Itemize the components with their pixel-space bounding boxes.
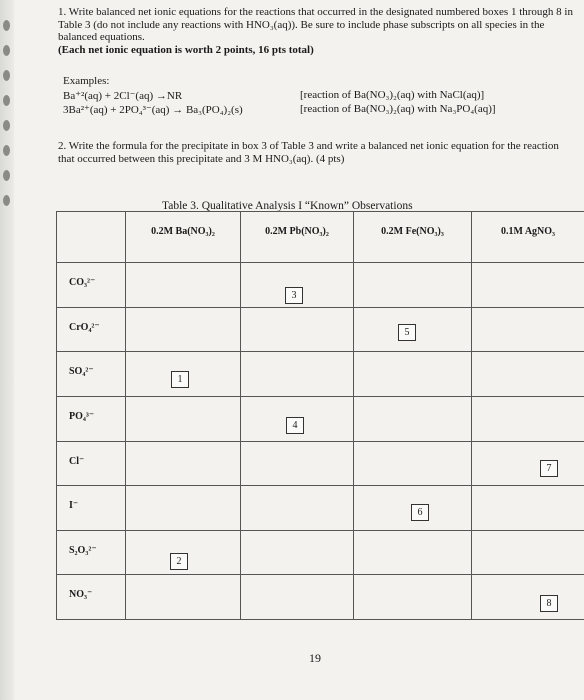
numbered-box: 2 [170, 553, 188, 570]
example-1-equation: Ba⁺²(aq) + 2Cl⁻(aq) →NR [63, 90, 183, 102]
numbered-box: 4 [286, 417, 304, 434]
table-row [57, 352, 584, 397]
column-header: 0.2M Ba(NO₃)₂ [126, 212, 241, 263]
table-row [57, 530, 584, 575]
table-cell [472, 263, 584, 308]
header-corner-cell [57, 212, 126, 263]
example-2-equation: 3Ba²⁺(aq) + 2PO₄³⁻(aq) → Ba₃(PO₄)₂(s) [63, 104, 243, 116]
table-cell [354, 396, 472, 441]
table-cell [126, 486, 241, 531]
table-cell [472, 530, 584, 575]
row-header: NO₃⁻ [57, 575, 126, 620]
table-cell [354, 486, 472, 531]
table-cell [241, 575, 354, 620]
row-header: CrO₄²⁻ [57, 307, 126, 352]
table-cell [472, 441, 584, 486]
question-1 [58, 6, 578, 56]
numbered-box: 1 [171, 371, 189, 388]
table-cell [126, 396, 241, 441]
table-cell [241, 530, 354, 575]
table-cell [126, 263, 241, 308]
table-cell [472, 575, 584, 620]
table-row [57, 307, 584, 352]
table-cell [472, 486, 584, 531]
table-cell [354, 352, 472, 397]
table-cell [354, 441, 472, 486]
table-cell [126, 575, 241, 620]
table-cell [241, 352, 354, 397]
table-cell [472, 307, 584, 352]
table-cell [241, 441, 354, 486]
question-2: 2. Write the formula for the precipitate in box 3 of Table 3 and write a balanced net ionic equation for the reaction that occurred between this precipitate and 3 M HNO₃(aq). (4 pts) [58, 140, 559, 165]
numbered-box: 3 [285, 287, 303, 304]
table-row [57, 486, 584, 531]
page-number: 19 [309, 651, 321, 665]
table-row [57, 396, 584, 441]
table-cell [354, 575, 472, 620]
example-2-note: [reaction of Ba(NO₃)₂(aq) with Na₃PO₄(aq)] [300, 103, 496, 115]
examples-label: Examples: [63, 75, 110, 87]
example-1-note: [reaction of Ba(NO₃)₂(aq) with NaCl(aq)] [300, 89, 485, 101]
numbered-box: 5 [398, 324, 416, 341]
row-header: CO₃²⁻ [57, 263, 126, 308]
column-header: 0.2M Fe(NO₃)₃ [354, 212, 472, 263]
column-header: 0.1M AgNO₃ [472, 212, 584, 263]
numbered-box: 7 [540, 460, 558, 477]
question-1-text: 1. Write balanced net ionic equations for the reactions that occurred in the designated numbered boxes 1 through 8 in Table 3 (do not include any reactions with HNO₃(aq)). Be sure to include phase subscripts on all species in the balanced equations. [58, 6, 573, 43]
table-cell [472, 396, 584, 441]
table-row [57, 441, 584, 486]
observations-table [56, 211, 584, 620]
table-cell [126, 530, 241, 575]
column-header: 0.2M Pb(NO₃)₂ [241, 212, 354, 263]
table-cell [472, 352, 584, 397]
table-cell [354, 530, 472, 575]
table-cell [241, 307, 354, 352]
table-cell [354, 263, 472, 308]
row-header: I⁻ [57, 486, 126, 531]
table-cell [241, 486, 354, 531]
row-header: PO₄³⁻ [57, 396, 126, 441]
table-title: Table 3. Qualitative Analysis I “Known” Observations [162, 200, 413, 212]
row-header: Cl⁻ [57, 441, 126, 486]
table-row [57, 575, 584, 620]
table-cell [126, 352, 241, 397]
table-row [57, 263, 584, 308]
row-header: S₂O₃²⁻ [57, 530, 126, 575]
table-cell [126, 441, 241, 486]
question-1-points: (Each net ionic equation is worth 2 points, 16 pts total) [58, 43, 314, 56]
table-cell [126, 307, 241, 352]
numbered-box: 8 [540, 595, 558, 612]
numbered-box: 6 [411, 504, 429, 521]
table-header-row [57, 212, 584, 263]
table-cell [354, 307, 472, 352]
table-cell [241, 396, 354, 441]
table-cell [241, 263, 354, 308]
row-header: SO₄²⁻ [57, 352, 126, 397]
